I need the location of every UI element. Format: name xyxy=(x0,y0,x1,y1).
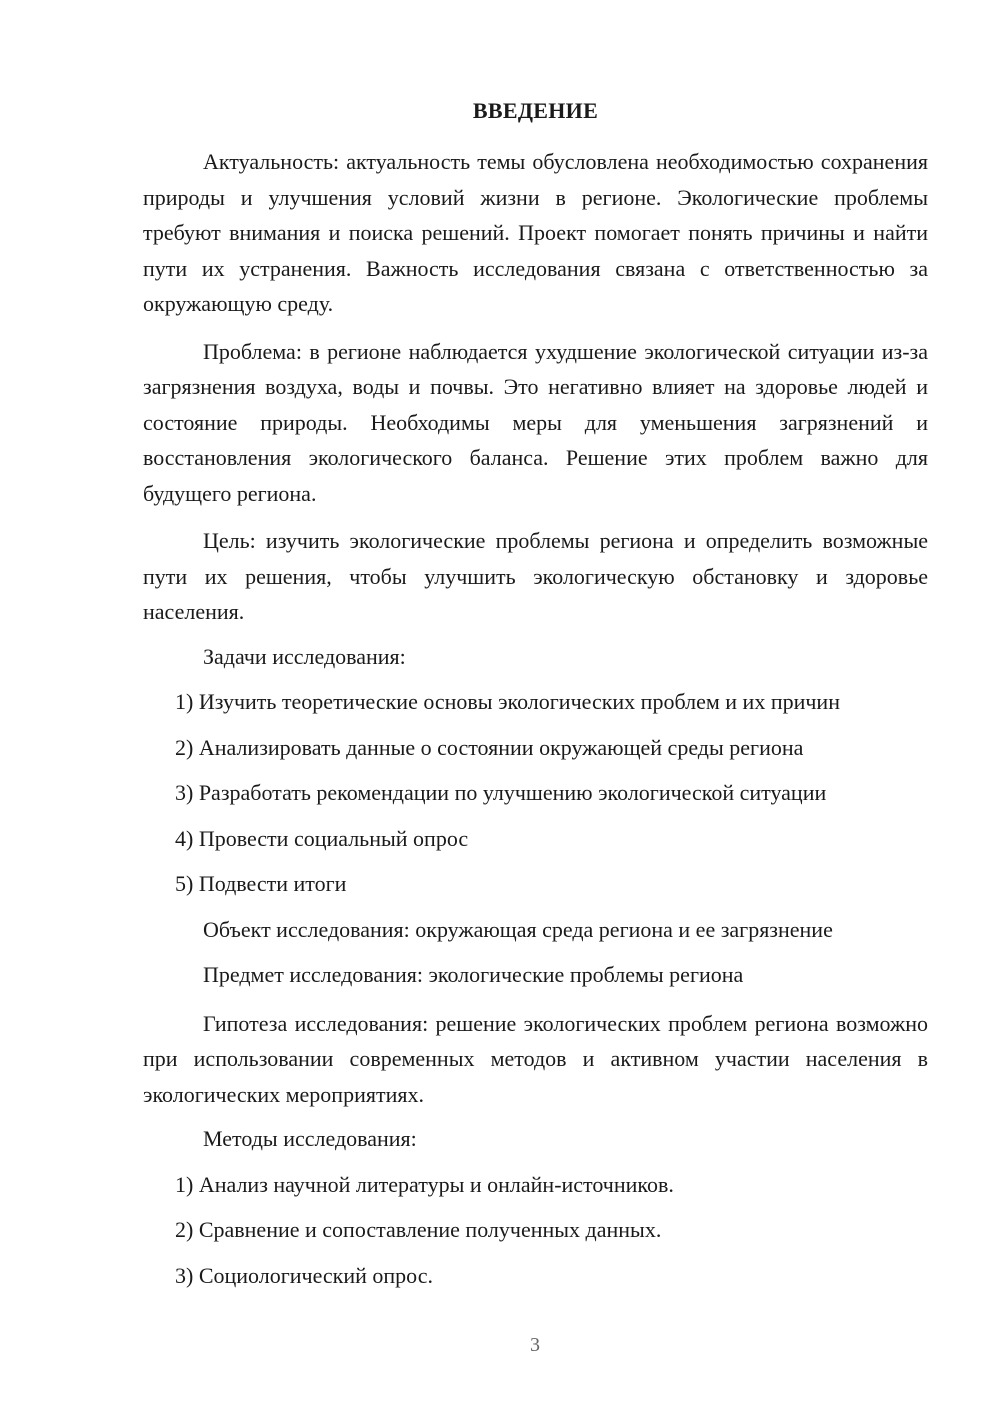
page-content xyxy=(143,96,928,1306)
goal-paragraph: Цель: изучить экологические проблемы региона и определить возможные пути их решения, чтобы улучшить экологическую обстановку и здоровье населения. xyxy=(143,528,928,624)
task-item-3: 3) Разработать рекомендации по улучшению экологической ситуации xyxy=(175,780,827,805)
methods-heading: Методы исследования: xyxy=(203,1126,417,1151)
hypothesis-paragraph: Гипотеза исследования: решение экологических проблем региона возможно при использовании современных методов и активном участии населения в экологических мероприятиях. xyxy=(143,1010,928,1107)
research-subject: Предмет исследования: экологические проблемы региона xyxy=(203,962,744,987)
page-number: 3 xyxy=(530,1334,540,1356)
problem-paragraph: Проблема: в регионе наблюдается ухудшение экологической ситуации из-за загрязнения воздуха, воды и почвы. Это негативно влияет на здоровье людей и состояние природы. Необходимы меры для уменьшения загрязнений и восстановления экологического баланса. Решение этих проблем важно для будущего региона. xyxy=(143,338,928,506)
page-title: ВВЕДЕНИЕ xyxy=(472,98,599,123)
task-item-4: 4) Провести социальный опрос xyxy=(175,825,469,851)
task-item-2: 2) Анализировать данные о состоянии окружающей среды региона xyxy=(175,734,804,760)
method-item-3: 3) Социологический опрос. xyxy=(175,1262,433,1288)
relevance-paragraph: Актуальность: актуальность темы обусловлена необходимостью сохранения природы и улучшения условий жизни в регионе. Экологические проблемы требуют внимания и поиска решений. Проект помогает понять причины и найти пути их устранения. Важность исследования связана с ответственностью за окружающую среду. xyxy=(143,149,928,316)
method-item-2: 2) Сравнение и сопоставление полученных данных. xyxy=(175,1217,662,1242)
task-item-1: 1) Изучить теоретические основы экологических проблем и их причин xyxy=(175,689,840,714)
tasks-heading: Задачи исследования: xyxy=(203,643,406,669)
research-object: Объект исследования: окружающая среда региона и ее загрязнение xyxy=(203,916,833,942)
task-item-5: 5) Подвести итоги xyxy=(175,871,347,896)
method-item-1: 1) Анализ научной литературы и онлайн-источников. xyxy=(175,1171,674,1197)
